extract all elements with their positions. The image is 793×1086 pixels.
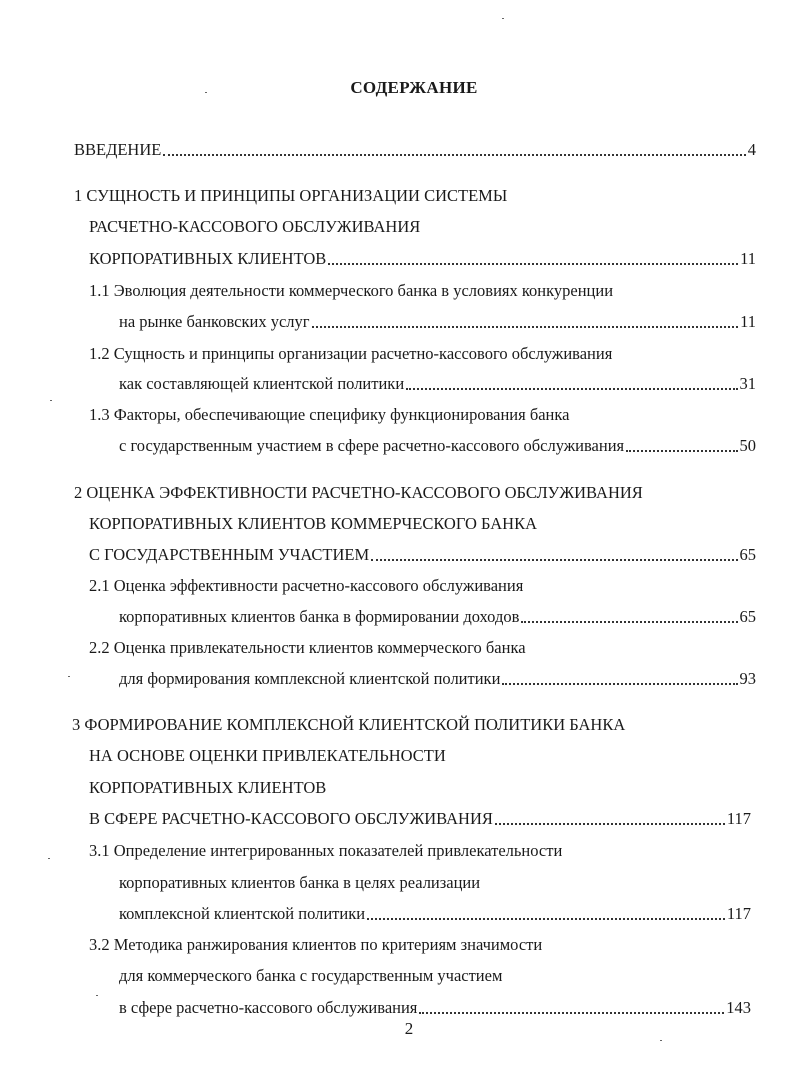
- toc-page-number: 117: [726, 904, 751, 923]
- toc-entry-text: В СФЕРЕ РАСЧЕТНО-КАССОВОГО ОБСЛУЖИВАНИЯ: [89, 809, 493, 828]
- toc-entry-text: 1.2 Сущность и принципы организации расчетно-кассового обслуживания: [89, 344, 613, 363]
- toc-page-number: 65: [739, 545, 756, 564]
- toc-chapter-1-line-3[interactable]: [89, 248, 756, 270]
- toc-section-1-1-line-2[interactable]: [119, 311, 756, 333]
- dot-leader: [419, 1012, 724, 1014]
- scan-speck: [205, 92, 207, 93]
- toc-chapter-3-line-4[interactable]: [89, 808, 751, 830]
- toc-chapter-3-line-1[interactable]: [72, 714, 625, 736]
- toc-entry-text: 3.1 Определение интегрированных показателей привлекательности: [89, 841, 563, 860]
- toc-entry-text: 1 СУЩНОСТЬ И ПРИНЦИПЫ ОРГАНИЗАЦИИ СИСТЕМЫ: [74, 186, 508, 205]
- toc-page-number: 11: [740, 249, 756, 268]
- toc-chapter-1-line-1[interactable]: [74, 185, 507, 207]
- scan-speck: [96, 995, 98, 996]
- toc-entry-text: на рынке банковских услуг: [119, 312, 310, 331]
- toc-entry-text: 3 ФОРМИРОВАНИЕ КОМПЛЕКСНОЙ КЛИЕНТСКОЙ ПОЛИТИКИ БАНКА: [72, 715, 626, 734]
- dot-leader: [495, 823, 725, 825]
- page-title: СОДЕРЖАНИЕ: [350, 78, 478, 97]
- toc-entry-text: НА ОСНОВЕ ОЦЕНКИ ПРИВЛЕКАТЕЛЬНОСТИ: [89, 746, 446, 765]
- dot-leader: [367, 918, 725, 920]
- toc-page-number: 11: [740, 312, 756, 331]
- toc-chapter-2-line-3[interactable]: [89, 544, 756, 566]
- dot-leader: [521, 621, 737, 623]
- toc-entry-text: в сфере расчетно-кассового обслуживания: [119, 998, 418, 1017]
- toc-section-3-2-line-1[interactable]: [89, 934, 542, 956]
- toc-section-2-1-line-2[interactable]: [119, 606, 756, 628]
- toc-section-3-1-line-3[interactable]: [119, 903, 751, 925]
- toc-section-1-2-line-2[interactable]: [119, 373, 756, 395]
- toc-chapter-1-line-2[interactable]: [89, 216, 420, 238]
- toc-entry-text: корпоративных клиентов банка в целях реализации: [119, 873, 481, 892]
- toc-entry-text: КОРПОРАТИВНЫХ КЛИЕНТОВ: [89, 778, 327, 797]
- toc-section-1-3-line-1[interactable]: [89, 404, 569, 426]
- page-number: 2: [404, 1019, 414, 1038]
- toc-entry-text: 2.1 Оценка эффективности расчетно-кассового обслуживания: [89, 576, 524, 595]
- toc-section-1-1-line-1[interactable]: [89, 280, 613, 302]
- toc-chapter-3-line-2[interactable]: [89, 745, 446, 767]
- toc-entry-text: 3.2 Методика ранжирования клиентов по критериям значимости: [89, 935, 543, 954]
- toc-entry-text: 2.2 Оценка привлекательности клиентов коммерческого банка: [89, 638, 526, 657]
- dot-leader: [406, 388, 737, 390]
- toc-page-number: 50: [739, 436, 756, 455]
- toc-page-number: 143: [726, 998, 751, 1017]
- toc-section-1-3-line-2[interactable]: [119, 435, 756, 457]
- toc-page-number: 4: [747, 140, 756, 159]
- toc-section-3-2-line-3[interactable]: [119, 997, 751, 1019]
- dot-leader: [502, 683, 737, 685]
- toc-page-number: 65: [739, 607, 756, 626]
- toc-entry-text: КОРПОРАТИВНЫХ КЛИЕНТОВ: [89, 249, 327, 268]
- toc-section-2-2-line-2[interactable]: [119, 668, 756, 690]
- toc-entry-text: С ГОСУДАРСТВЕННЫМ УЧАСТИЕМ: [89, 545, 370, 564]
- dot-leader: [626, 450, 737, 452]
- toc-page-number: 31: [739, 374, 756, 393]
- toc-section-3-2-line-2[interactable]: [119, 965, 502, 987]
- scan-speck: [660, 1040, 662, 1041]
- scan-speck: [502, 18, 504, 19]
- toc-chapter-2-line-1[interactable]: [74, 482, 643, 504]
- toc-entry-text: с государственным участием в сфере расчетно-кассового обслуживания: [119, 436, 625, 455]
- toc-entry-text: 1.1 Эволюция деятельности коммерческого банка в условиях конкуренции: [89, 281, 614, 300]
- toc-entry-text: комплексной клиентской политики: [119, 904, 366, 923]
- toc-entry-text: для формирования комплексной клиентской политики: [119, 669, 501, 688]
- toc-page-number: 117: [726, 809, 751, 828]
- toc-entry-text: для коммерческого банка с государственным участием: [119, 966, 503, 985]
- scan-speck: [50, 400, 52, 401]
- toc-entry-text: РАСЧЕТНО-КАССОВОГО ОБСЛУЖИВАНИЯ: [89, 217, 421, 236]
- dot-leader: [163, 154, 745, 156]
- toc-entry-text: как составляющей клиентской политики: [119, 374, 405, 393]
- toc-section-2-2-line-1[interactable]: [89, 637, 526, 659]
- dot-leader: [328, 263, 738, 265]
- toc-entry-text: ВВЕДЕНИЕ: [74, 140, 162, 159]
- toc-chapter-2-line-2[interactable]: [89, 513, 537, 535]
- scan-speck: [48, 858, 50, 859]
- toc-page-number: 93: [739, 669, 756, 688]
- toc-entry-text: КОРПОРАТИВНЫХ КЛИЕНТОВ КОММЕРЧЕСКОГО БАНКА: [89, 514, 538, 533]
- scan-speck: [68, 676, 70, 677]
- toc-section-3-1-line-2[interactable]: [119, 872, 480, 894]
- toc-entry-text: 1.3 Факторы, обеспечивающие специфику функционирования банка: [89, 405, 570, 424]
- toc-section-3-1-line-1[interactable]: [89, 840, 562, 862]
- toc-chapter-3-line-3[interactable]: [89, 777, 326, 799]
- toc-entry-text: 2 ОЦЕНКА ЭФФЕКТИВНОСТИ РАСЧЕТНО-КАССОВОГО ОБСЛУЖИВАНИЯ: [74, 483, 643, 502]
- toc-section-1-2-line-1[interactable]: [89, 343, 612, 365]
- toc-entry-introduction[interactable]: [74, 139, 756, 161]
- dot-leader: [312, 326, 739, 328]
- toc-section-2-1-line-1[interactable]: [89, 575, 523, 597]
- toc-entry-text: корпоративных клиентов банка в формировании доходов: [119, 607, 520, 626]
- dot-leader: [371, 559, 737, 561]
